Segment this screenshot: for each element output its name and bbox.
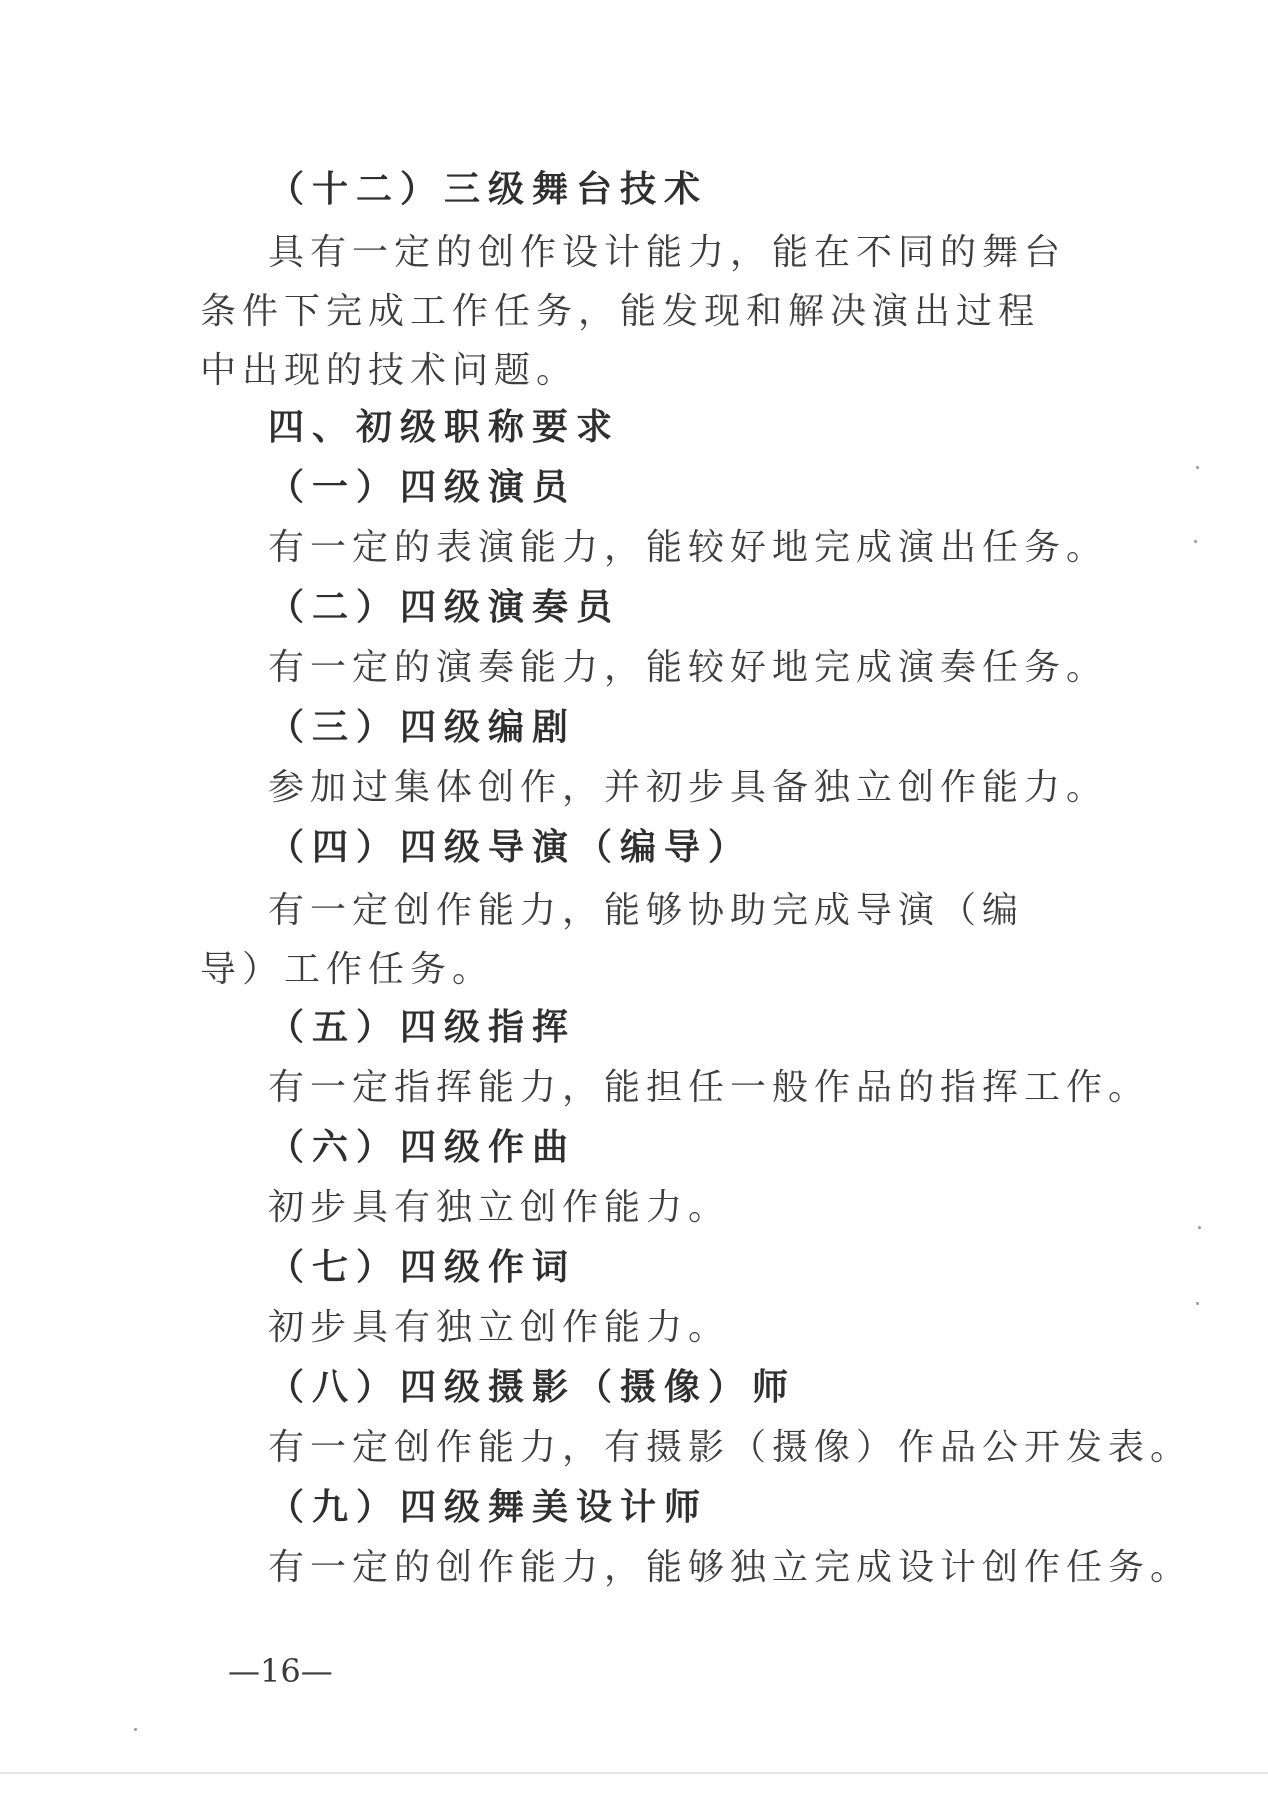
- item-title-5: （五）四级指挥: [268, 1007, 577, 1048]
- item-body-9: 有一定的创作能力，能够独立完成设计创作任务。: [268, 1547, 1193, 1588]
- item-title-6: （六）四级作曲: [268, 1127, 577, 1168]
- item-body-5: 有一定指挥能力，能担任一般作品的指挥工作。: [268, 1067, 1151, 1108]
- item-title-9: （九）四级舞美设计师: [268, 1487, 709, 1528]
- scan-speck: [134, 1728, 137, 1731]
- scan-speck: [1194, 540, 1197, 543]
- scan-speck: [1196, 1302, 1199, 1305]
- item-body-4: 有一定创作能力，能够协助完成导演（编导）工作任务。: [200, 890, 1025, 990]
- item-body-6: 初步具有独立创作能力。: [268, 1187, 731, 1228]
- item-body-7: 初步具有独立创作能力。: [268, 1307, 731, 1348]
- item-body-1: 有一定的表演能力，能较好地完成演出任务。: [268, 527, 1109, 568]
- page-bottom-edge: [0, 1772, 1268, 1774]
- item-title-1: （一）四级演员: [268, 467, 577, 508]
- section-title-12: （十二）三级舞台技术: [268, 169, 709, 210]
- item-title-4: （四）四级导演（编导）: [268, 827, 753, 868]
- item-body-3: 参加过集体创作，并初步具备独立创作能力。: [268, 767, 1109, 808]
- item-title-2: （二）四级演奏员: [268, 587, 621, 628]
- section-body-12: 具有一定的创作设计能力，能在不同的舞台条件下完成工作任务，能发现和解决演出过程中出现的技术问题。: [200, 232, 1067, 391]
- item-title-7: （七）四级作词: [268, 1247, 577, 1288]
- scan-speck: [1198, 1226, 1201, 1229]
- part-title-4: 四、初级职称要求: [268, 407, 621, 448]
- item-title-3: （三）四级编剧: [268, 707, 577, 748]
- scan-speck: [1196, 466, 1199, 469]
- page-number: —16—: [228, 1652, 333, 1690]
- item-title-8: （八）四级摄影（摄像）师: [268, 1367, 797, 1408]
- item-body-2: 有一定的演奏能力，能较好地完成演奏任务。: [268, 647, 1109, 688]
- item-body-8: 有一定创作能力，有摄影（摄像）作品公开发表。: [268, 1427, 1193, 1468]
